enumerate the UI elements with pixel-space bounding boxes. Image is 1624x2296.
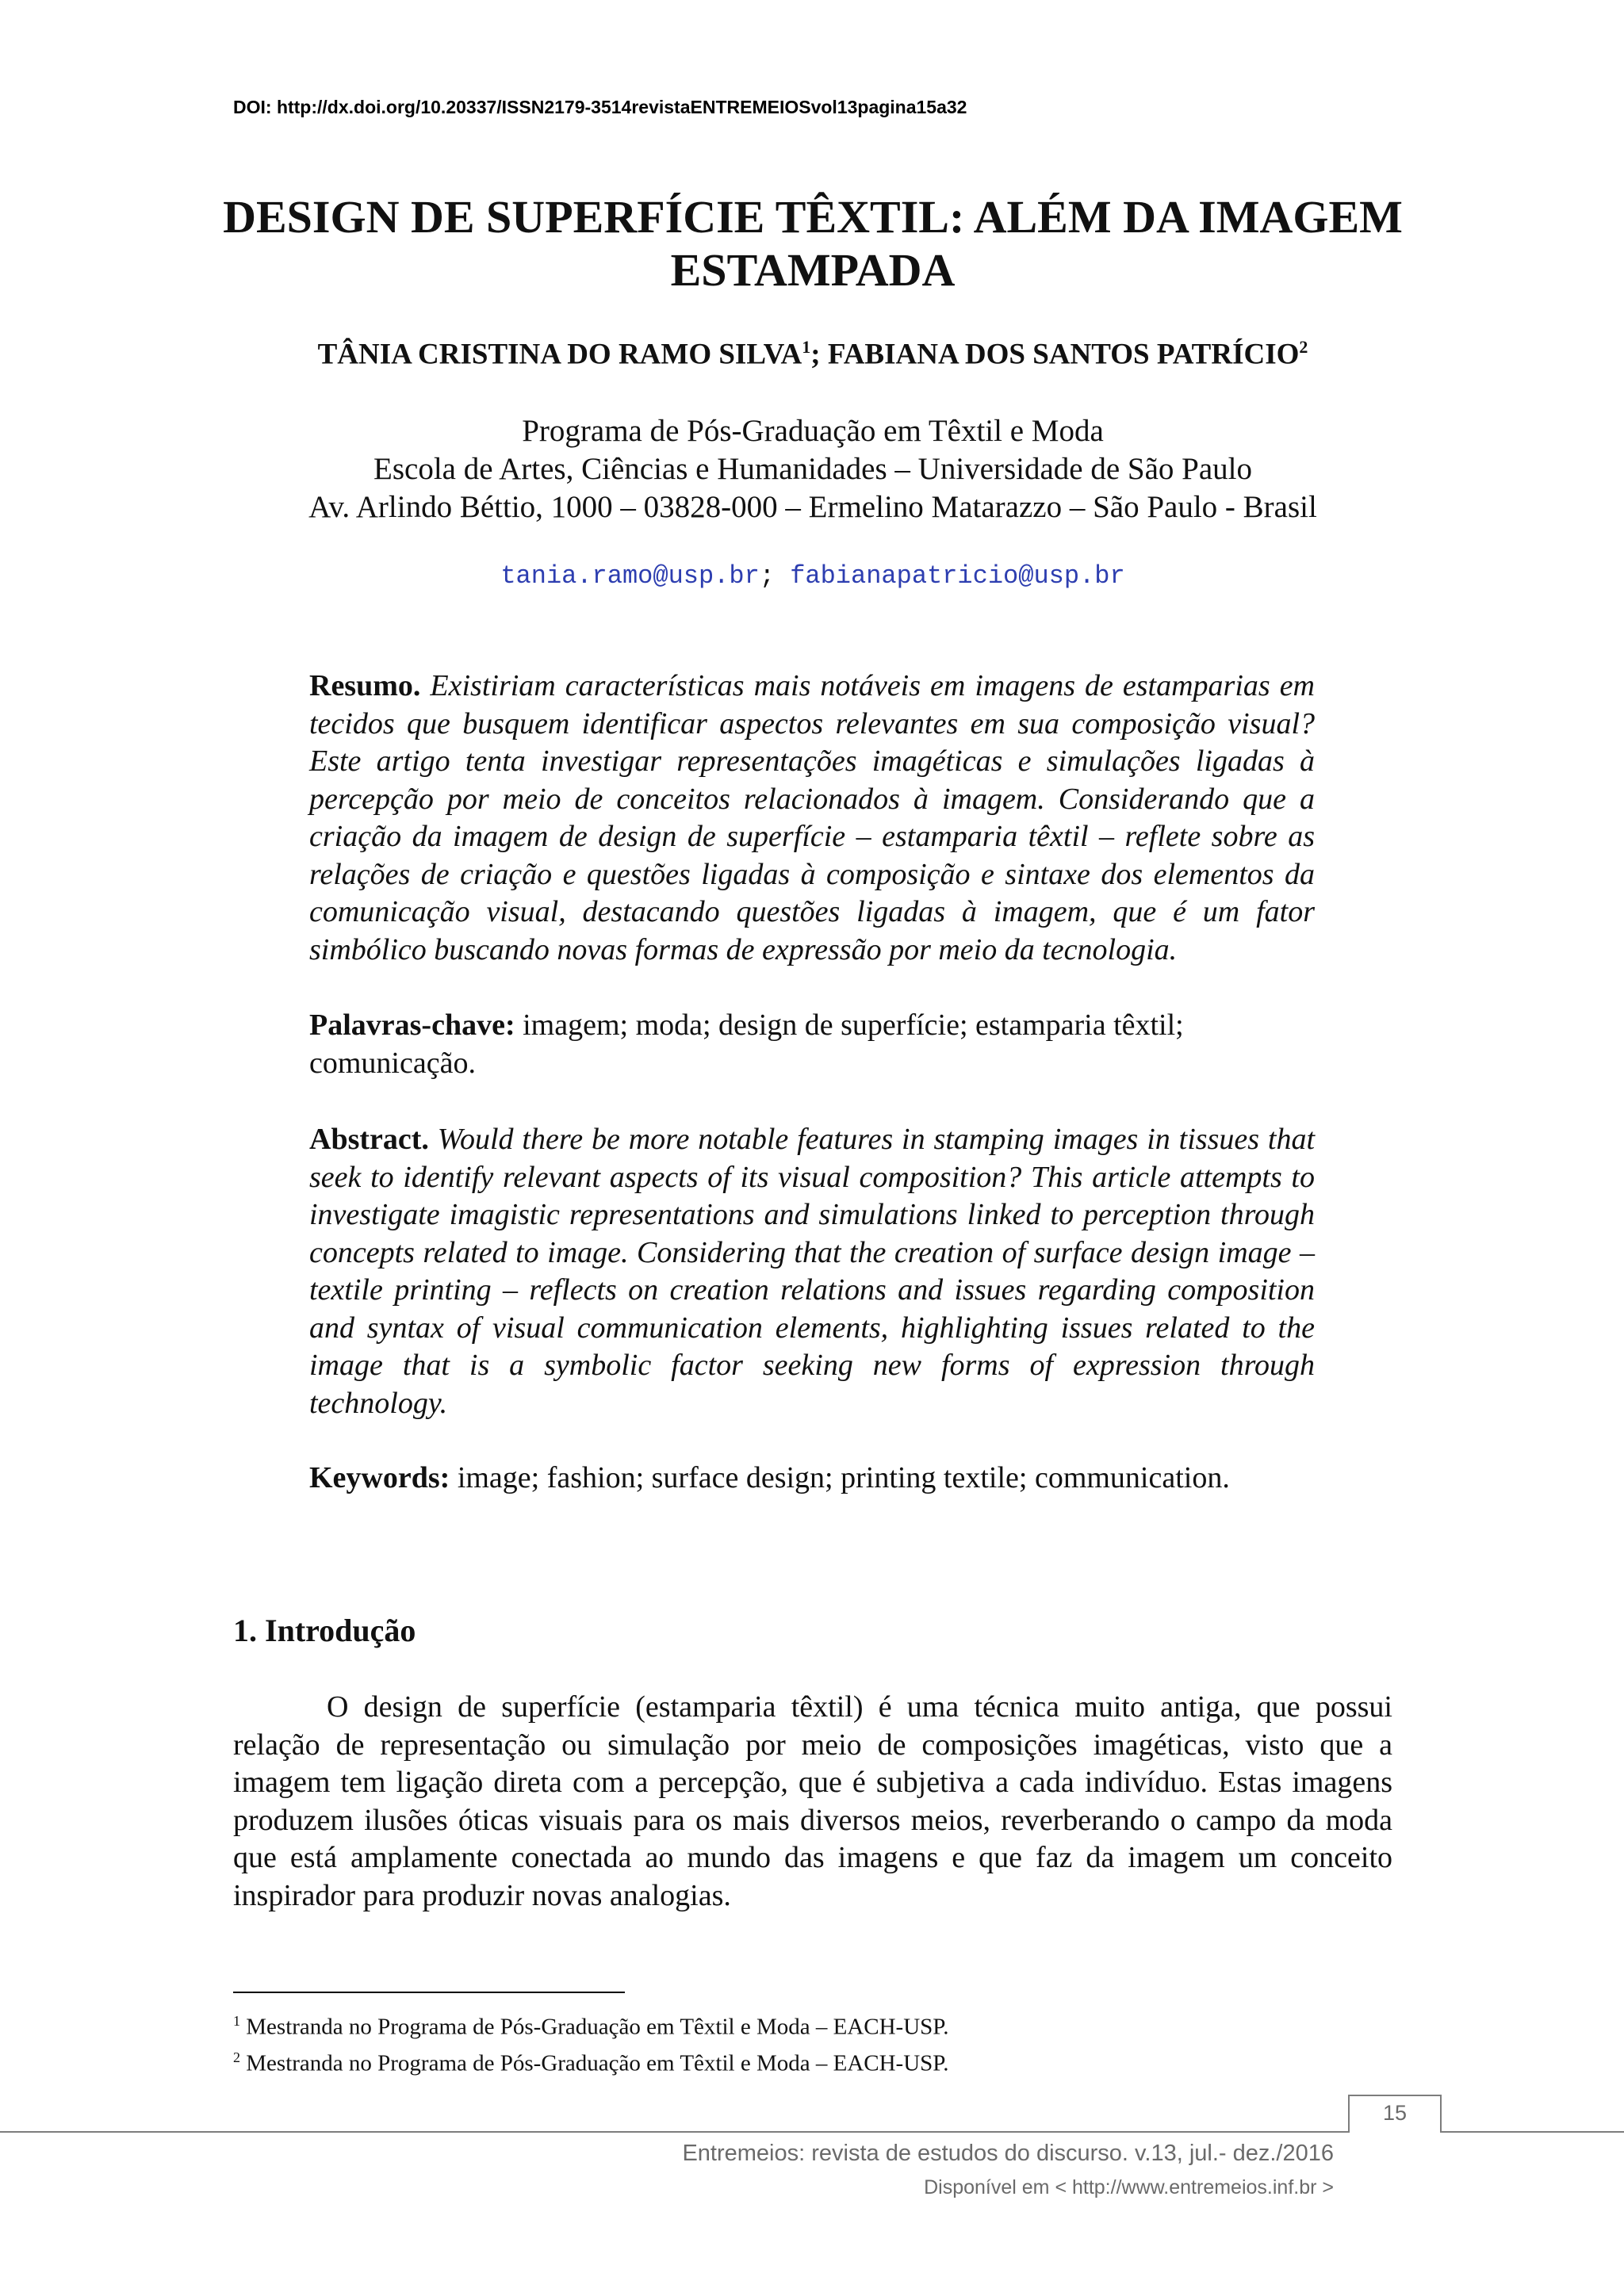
- author-1-footnote-mark: 1: [802, 337, 811, 357]
- abstract-label: Abstract.: [309, 1123, 429, 1156]
- affiliation-address: Av. Arlindo Béttio, 1000 – 03828-000 – Ermelino Matarazzo – São Paulo - Brasil: [308, 490, 1317, 524]
- palavras-chave-text: imagem; moda; design de superfície; estamparia têxtil; comunicação.: [309, 1008, 1184, 1080]
- author-1: TÂNIA CRISTINA DO RAMO SILVA: [317, 338, 802, 371]
- palavras-chave-label: Palavras-chave:: [309, 1008, 515, 1042]
- paper-title: [198, 190, 1427, 297]
- footnotes: [233, 2006, 948, 2078]
- abstract-paragraph: [309, 1121, 1315, 1422]
- authors-separator: ;: [810, 338, 828, 371]
- page-number: 15: [1382, 2101, 1408, 2125]
- footnote-2: [233, 2042, 948, 2079]
- keywords-paragraph: [309, 1460, 1315, 1498]
- footnote-2-text: Mestranda no Programa de Pós-Graduação em Têxtil e Moda – EACH-USP.: [246, 2050, 949, 2076]
- footnote-divider: [233, 1992, 625, 1993]
- resumo-label: Resumo.: [309, 669, 421, 702]
- footer-rule-left: [0, 2131, 1348, 2133]
- author-emails: [198, 561, 1427, 591]
- section-heading-introducao: 1. Introdução: [233, 1613, 416, 1648]
- footnote-1: [233, 2006, 948, 2042]
- title-line-1: DESIGN DE SUPERFÍCIE TÊXTIL: ALÉM DA IMAGEM: [223, 191, 1403, 243]
- footer-rule-right: [1440, 2131, 1624, 2133]
- affiliation: [198, 412, 1427, 526]
- introducao-paragraph: O design de superfície (estamparia têxtil) é uma técnica muito antiga, que possui relação de representação ou simulação por meio de composições imagéticas, visto que a imagem tem ligação direta com a percepção, que é subjetiva a cada indivíduo. Estas imagens produzem ilusões óticas visuais para os mais diversos meios, reverberando o campo da moda que está amplamente conectada ao mundo das imagens e que faz da imagem um conceito inspirador para produzir novas analogias.: [233, 1690, 1392, 1912]
- author-2: FABIANA DOS SANTOS PATRÍCIO: [827, 338, 1300, 371]
- palavras-chave-paragraph: [309, 1007, 1315, 1082]
- journal-availability-link[interactable]: Disponível em < http://www.entremeios.inf.br >: [924, 2176, 1334, 2198]
- title-line-2: ESTAMPADA: [670, 244, 956, 296]
- email-link-1[interactable]: tania.ramo@usp.br: [500, 561, 760, 591]
- author-2-footnote-mark: 2: [1299, 337, 1308, 357]
- authors-line: [198, 337, 1427, 371]
- footnote-1-text: Mestranda no Programa de Pós-Graduação em Têxtil e Moda – EACH-USP.: [246, 2014, 949, 2040]
- keywords-label: Keywords:: [309, 1461, 450, 1494]
- doi-header: DOI: http://dx.doi.org/10.20337/ISSN2179-3514revistaENTREMEIOSvol13pagina15a32: [233, 97, 967, 117]
- affiliation-school: Escola de Artes, Ciências e Humanidades – Universidade de São Paulo: [373, 452, 1252, 486]
- keywords-text: image; fashion; surface design; printing textile; communication.: [457, 1461, 1230, 1494]
- abstract-text: Would there be more notable features in stamping images in tissues that seek to identify relevant aspects of its visual composition? This article attempts to investigate imagistic representations and simulations linked to perception through concepts related to image. Considering that the creation of surface design image – textile printing – reflects on creation relations and issues regarding composition and syntax of visual communication elements, highlighting issues related to the image that is a symbolic factor seeking new forms of expression through technology.: [309, 1123, 1316, 1420]
- resumo-text: Existiriam características mais notáveis em imagens de estamparias em tecidos que busquem identificar aspectos relevantes em sua composição visual? Este artigo tenta investigar representações imagéticas e simulações ligadas à percepção por meio de conceitos relacionados à imagem. Considerando que a criação da imagem de design de superfície – estamparia têxtil – reflete sobre as relações de criação e questões ligadas à composição e sintaxe dos elementos da comunicação visual, destacando questões ligadas à imagem, que é um fator simbólico buscando novas formas de expressão por meio da tecnologia.: [309, 669, 1316, 966]
- email-separator: ;: [759, 561, 775, 591]
- affiliation-program: Programa de Pós-Graduação em Têxtil e Moda: [522, 414, 1104, 448]
- journal-citation: Entremeios: revista de estudos do discurso. v.13, jul.- dez./2016: [682, 2141, 1334, 2166]
- footnote-1-mark: 1: [233, 2013, 240, 2029]
- resumo-paragraph: [309, 668, 1315, 969]
- email-link-2[interactable]: fabianapatricio@usp.br: [790, 561, 1125, 591]
- footnote-2-mark: 2: [233, 2049, 240, 2065]
